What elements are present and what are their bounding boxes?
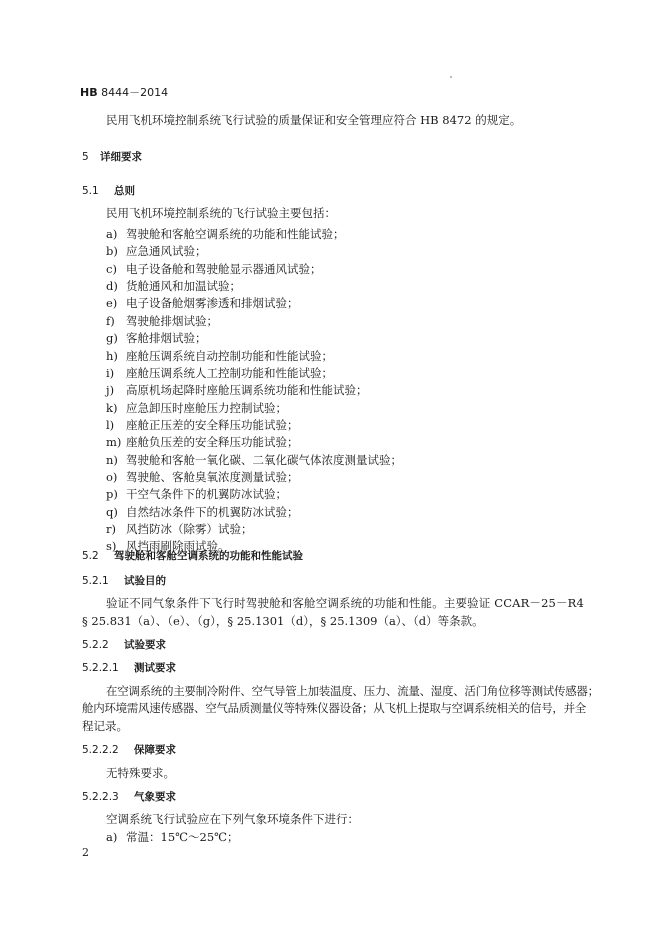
list-item-text: 风挡雨刷除雨试验。 [126,539,230,554]
section-5-1-intro: 民用飞机环境控制系统的飞行试验主要包括： [106,206,336,220]
list-item-text: 应急通风试验； [126,244,207,259]
list-item-marker: d) [106,279,118,294]
section-5-2-2-2-heading [82,743,176,757]
list-item-text: 座舱压调系统人工控制功能和性能试验； [126,365,333,380]
list-item-marker: g) [106,331,118,346]
section-5-2-2-1-title: 测试要求 [134,662,176,674]
list-item-text: 座舱压调系统自动控制功能和性能试验； [126,348,333,363]
section-5-2-2-1-heading [82,661,176,675]
list-item-marker: s) [106,539,117,554]
list-item [106,401,287,415]
list-item [106,227,345,241]
list-item-marker: j) [106,383,115,398]
list-item-text: 应急卸压时座舱压力控制试验； [126,400,287,415]
section-5-title: 详细要求 [100,151,142,163]
section-5-2-2-1-line-2: 舱内环境需风速传感器、空气品质测量仪等特殊仪器设备；从飞机上提取与空调系统相关的信号，并全 [82,701,586,715]
section-5-2-2-3-heading [82,790,176,804]
section-5-2-1-line-2: § 25.831（a）、（e）、（g），§ 25.1301（d），§ 25.1309（a）、（d）等条款。 [82,614,484,628]
list-item-marker: r) [106,522,116,536]
intro-paragraph: 民用飞机环境控制系统飞行试验的质量保证和安全管理应符合 HB 8472 的规定。 [106,113,522,127]
list-item [106,262,322,276]
list-item-text: 货舱通风和加温试验； [126,279,241,294]
list-item [106,453,402,467]
list-item-text: 自然结冰条件下的机翼防冰试验； [126,504,299,519]
list-item-marker: m) [106,435,122,450]
list-item-text: 座舱正压差的安全释压功能试验； [126,417,299,432]
section-5-2-number: 5.2 [82,550,99,562]
section-5-2-1-number: 5.2.1 [82,575,109,587]
list-item [106,383,368,397]
section-5-2-title: 驾驶舱和客舱空调系统的功能和性能试验 [114,550,303,562]
list-item-text: 座舱负压差的安全释压功能试验； [126,435,299,450]
section-5-2-2-2-text: 无特殊要求。 [106,766,175,780]
section-5-2-2-number: 5.2.2 [82,639,109,651]
section-5-2-2-heading [82,638,166,652]
section-5-1-title: 总则 [114,185,135,197]
section-5-2-2-3-number: 5.2.2.3 [82,791,119,803]
list-item-marker: n) [106,452,118,467]
list-item [106,435,299,449]
list-item-marker: f) [106,313,115,328]
weather-condition-text: 常温：15℃～25℃； [126,830,239,844]
standard-code-header [80,84,168,100]
list-item-marker: q) [106,504,118,519]
list-item-marker: i) [106,365,115,380]
list-item-text: 驾驶舱、客舱臭氧浓度测量试验； [126,469,299,484]
weather-condition-marker: a) [106,830,118,844]
section-5-2-1-heading [82,574,166,588]
section-5-2-2-3-intro: 空调系统飞行试验应在下列气象环境条件下进行： [106,812,359,826]
page-number: 2 [82,846,89,859]
list-item-text: 干空气条件下的机翼防冰试验； [126,487,287,502]
list-item [106,349,333,363]
section-5-1-heading [82,184,135,198]
scan-speck [450,76,452,78]
list-item-text: 高原机场起降时座舱压调系统功能和性能试验； [126,383,368,398]
section-5-2-2-2-title: 保障要求 [134,744,176,756]
list-item [106,505,299,519]
section-5-number: 5 [82,151,89,163]
section-5-2-2-2-number: 5.2.2.2 [82,744,119,756]
standard-code-number: 8444－2014 [97,86,169,99]
list-item [106,522,253,536]
section-5-2-1-line-1: 验证不同气象条件下飞行时驾驶舱和客舱空调系统的功能和性能。主要验证 CCAR－25－R4 [106,596,584,610]
list-item-marker: c) [106,261,117,276]
list-item-marker: l) [106,417,115,432]
list-item-marker: e) [106,296,118,311]
list-item [106,244,207,258]
section-5-2-heading [82,549,303,563]
list-item [106,279,241,293]
list-item-marker: p) [106,487,118,502]
list-item [106,296,299,310]
section-5-1-number: 5.1 [82,185,99,197]
list-item-marker: o) [106,469,118,484]
list-item [106,418,299,432]
list-item-text: 风挡防冰（除雾）试验； [126,522,253,536]
standard-code-prefix: HB [80,86,98,99]
section-5-2-2-title: 试验要求 [124,639,166,651]
section-5-2-2-1-line-1: 在空调系统的主要制冷附件、空气导管上加装温度、压力、流量、湿度、活门角位移等测试传感器； [106,684,599,698]
weather-condition-item [106,830,239,844]
list-item-marker: a) [106,227,118,241]
section-5-2-1-title: 试验目的 [124,575,166,587]
list-item [106,331,207,345]
list-item-text: 电子设备舱烟雾渗透和排烟试验； [126,296,299,311]
list-item-text: 驾驶舱排烟试验； [126,313,218,328]
list-item [106,487,287,501]
list-item [106,366,333,380]
list-item-text: 驾驶舱和客舱空调系统的功能和性能试验； [126,227,345,241]
list-item-text: 驾驶舱和客舱一氧化碳、二氧化碳气体浓度测量试验； [126,452,402,467]
list-item-text: 电子设备舱和驾驶舱显示器通风试验； [126,261,322,276]
list-item [106,470,299,484]
list-item-text: 客舱排烟试验； [126,331,207,346]
list-item [106,314,218,328]
section-5-heading [82,150,142,164]
section-5-2-2-1-line-3: 程记录。 [82,719,128,733]
section-5-2-2-3-title: 气象要求 [134,791,176,803]
list-item-marker: k) [106,400,118,415]
list-item-marker: h) [106,348,118,363]
list-item-marker: b) [106,244,118,259]
section-5-2-2-1-number: 5.2.2.1 [82,662,119,674]
